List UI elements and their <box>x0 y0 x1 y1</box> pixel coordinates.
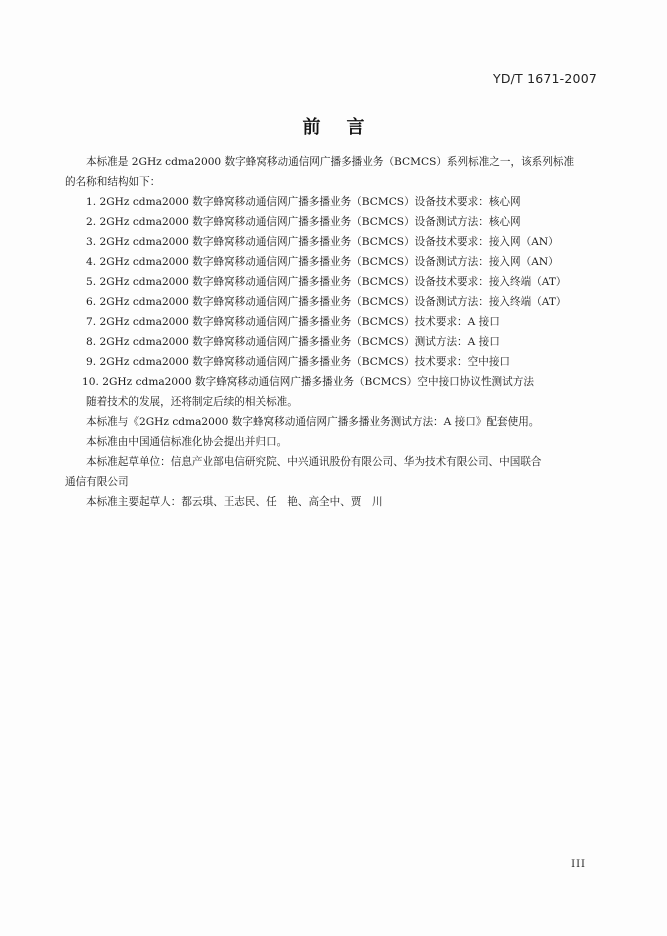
companion-standard-paragraph: 本标准与《2GHz cdma2000 数字蜂窝移动通信网广播多播业务测试方法：A 接口》配套使用。 <box>86 416 540 428</box>
list-item: 7. 2GHz cdma2000 数字蜂窝移动通信网广播多播业务（BCMCS）技术要求：A 接口 <box>86 316 500 328</box>
future-standards-paragraph: 随着技术的发展，还将制定后续的相关标准。 <box>86 396 298 408</box>
list-item: 2. 2GHz cdma2000 数字蜂窝移动通信网广播多播业务（BCMCS）设备测试方法：核心网 <box>86 216 521 228</box>
list-item: 10. 2GHz cdma2000 数字蜂窝移动通信网广播多播业务（BCMCS）空中接口协议性测试方法 <box>82 376 534 388</box>
drafters-paragraph: 本标准主要起草人：都云琪、王志民、任 艳、高全中、贾 川 <box>86 496 383 508</box>
list-item: 1. 2GHz cdma2000 数字蜂窝移动通信网广播多播业务（BCMCS）设备技术要求：核心网 <box>86 196 521 208</box>
drafting-units-line-1: 本标准起草单位：信息产业部电信研究院、中兴通讯股份有限公司、华为技术有限公司、中国联合 <box>86 456 542 468</box>
list-item: 9. 2GHz cdma2000 数字蜂窝移动通信网广播多播业务（BCMCS）技术要求：空中接口 <box>86 356 511 368</box>
list-item: 4. 2GHz cdma2000 数字蜂窝移动通信网广播多播业务（BCMCS）设备测试方法：接入网（AN） <box>86 256 559 268</box>
standards-list <box>65 192 605 392</box>
standard-code: YD/T 1671-2007 <box>492 71 597 86</box>
drafting-units-line-2: 通信有限公司 <box>65 476 129 488</box>
proposer-paragraph: 本标准由中国通信标准化协会提出并归口。 <box>86 436 288 448</box>
page-title: 前言 <box>302 117 391 138</box>
document-body <box>65 152 605 512</box>
intro-paragraph-line-2: 的名称和结构如下： <box>65 176 161 188</box>
list-item: 8. 2GHz cdma2000 数字蜂窝移动通信网广播多播业务（BCMCS）测试方法：A 接口 <box>86 336 500 348</box>
page-number: III <box>571 859 586 870</box>
list-item: 6. 2GHz cdma2000 数字蜂窝移动通信网广播多播业务（BCMCS）设备测试方法：接入终端（AT） <box>86 296 567 308</box>
list-item: 3. 2GHz cdma2000 数字蜂窝移动通信网广播多播业务（BCMCS）设备技术要求：接入网（AN） <box>86 236 559 248</box>
intro-paragraph-line-1: 本标准是 2GHz cdma2000 数字蜂窝移动通信网广播多播业务（BCMCS）系列标准之一，该系列标准 <box>86 156 575 168</box>
list-item: 5. 2GHz cdma2000 数字蜂窝移动通信网广播多播业务（BCMCS）设备技术要求：接入终端（AT） <box>86 276 567 288</box>
